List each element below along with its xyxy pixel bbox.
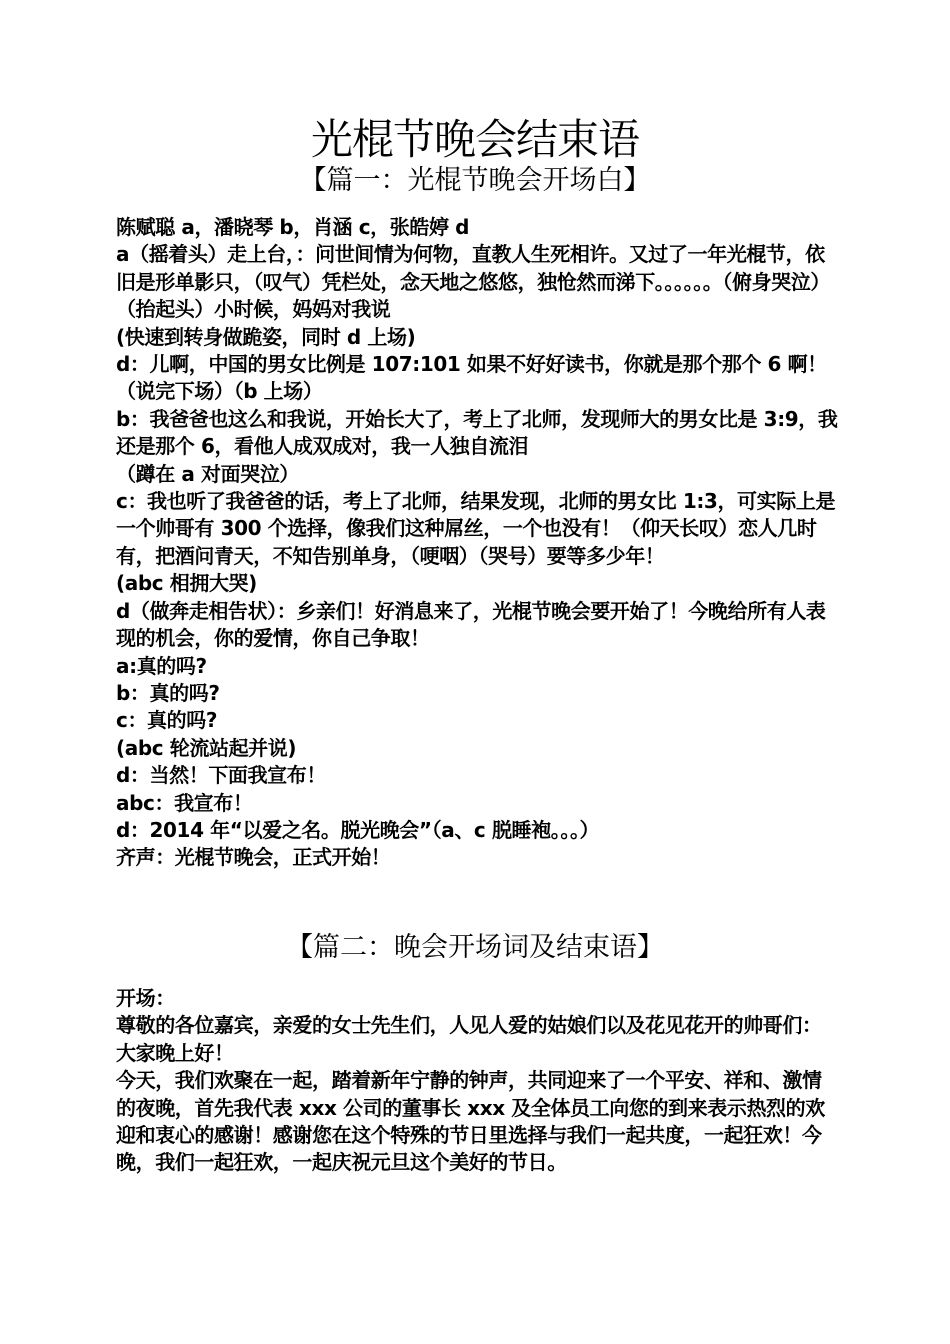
section-body-1: [116, 214, 838, 872]
page-title: 光棍节晚会结束语: [310, 115, 639, 164]
section-heading-1: 【篇一：光棍节晚会开场白】: [299, 165, 651, 196]
paragraph: abc：我宣布！: [116, 790, 253, 815]
paragraph: a（摇着头）走上台，：问世间情为何物，直教人生死相许。又过了一年光棍节，依旧是形单影只，（叹气）凭栏处，念天地之悠悠，独怆然而涕下。。。。。。（俯身哭泣）（抬起头）小时候，妈妈对我说: [116, 242, 830, 322]
paragraph: d（做奔走相告状）：乡亲们！好消息来了，光棍节晚会要开始了！今晚给所有人表现的机会，你的爱情，你自己争取！: [116, 598, 826, 651]
paragraph: (abc 相拥大哭): [116, 571, 257, 596]
paragraph: c：真的吗?: [116, 708, 218, 733]
paragraph: a:真的吗?: [116, 653, 207, 678]
paragraph: c：我也听了我爸爸的话，考上了北师，结果发现，北师的男女比 1:3，可实际上是一个帅哥有 300 个选择，像我们这种屌丝，一个也没有！（仰天长叹）恋人几时有，把酒问青天，不知告别单身，（哽咽）（哭号）要等多少年！: [116, 489, 836, 568]
paragraph: 尊敬的各位嘉宾，亲爱的女士先生们，人见人爱的姑娘们以及花见花开的帅哥们： 大家晚上好！: [116, 1013, 822, 1065]
paragraph: （蹲在 a 对面哭泣）: [116, 461, 300, 486]
section-heading-2: 【篇二：晚会开场词及结束语】: [286, 932, 664, 963]
paragraph: d：当然！下面我宣布！: [116, 763, 326, 788]
paragraph: (abc 轮流站起并说): [116, 735, 297, 760]
paragraph: d：儿啊，中国的男女比例是 107:101 如果不好好读书，你就是那个那个 6 啊！（说完下场）（b 上场）: [116, 352, 827, 404]
paragraph: 陈赋聪 a，潘晓琴 b，肖涵 c，张皓婷 d: [116, 215, 470, 239]
paragraph: 开场：: [116, 986, 175, 1010]
paragraph: d：2014 年“以爱之名。脱光晚会”（a、c 脱睡袍。。。）: [116, 817, 600, 842]
paragraph: b：真的吗?: [116, 680, 220, 705]
paragraph: 今天，我们欢聚在一起，踏着新年宁静的钟声，共同迎来了一个平安、祥和、激情的夜晚，首先我代表 xxx 公司的董事长 xxx 及全体员工向您的到来表示热烈的欢迎和衷心的感谢！感谢您在这个特殊的节日里选择与我们一起共度，一起狂欢！今晚，我们一起狂欢，一起庆祝元旦这个美好的节日。: [116, 1068, 825, 1175]
paragraph: b：我爸爸也这么和我说，开始长大了，考上了北师，发现师大的男女比是 3:9，我还是那个 6，看他人成双成对，我一人独自流泪: [116, 406, 838, 459]
paragraph: 齐声：光棍节晚会，正式开始！: [116, 845, 391, 870]
section-body-2: [116, 985, 838, 1177]
paragraph: (快速到转身做跪姿，同时 d 上场): [116, 324, 416, 349]
